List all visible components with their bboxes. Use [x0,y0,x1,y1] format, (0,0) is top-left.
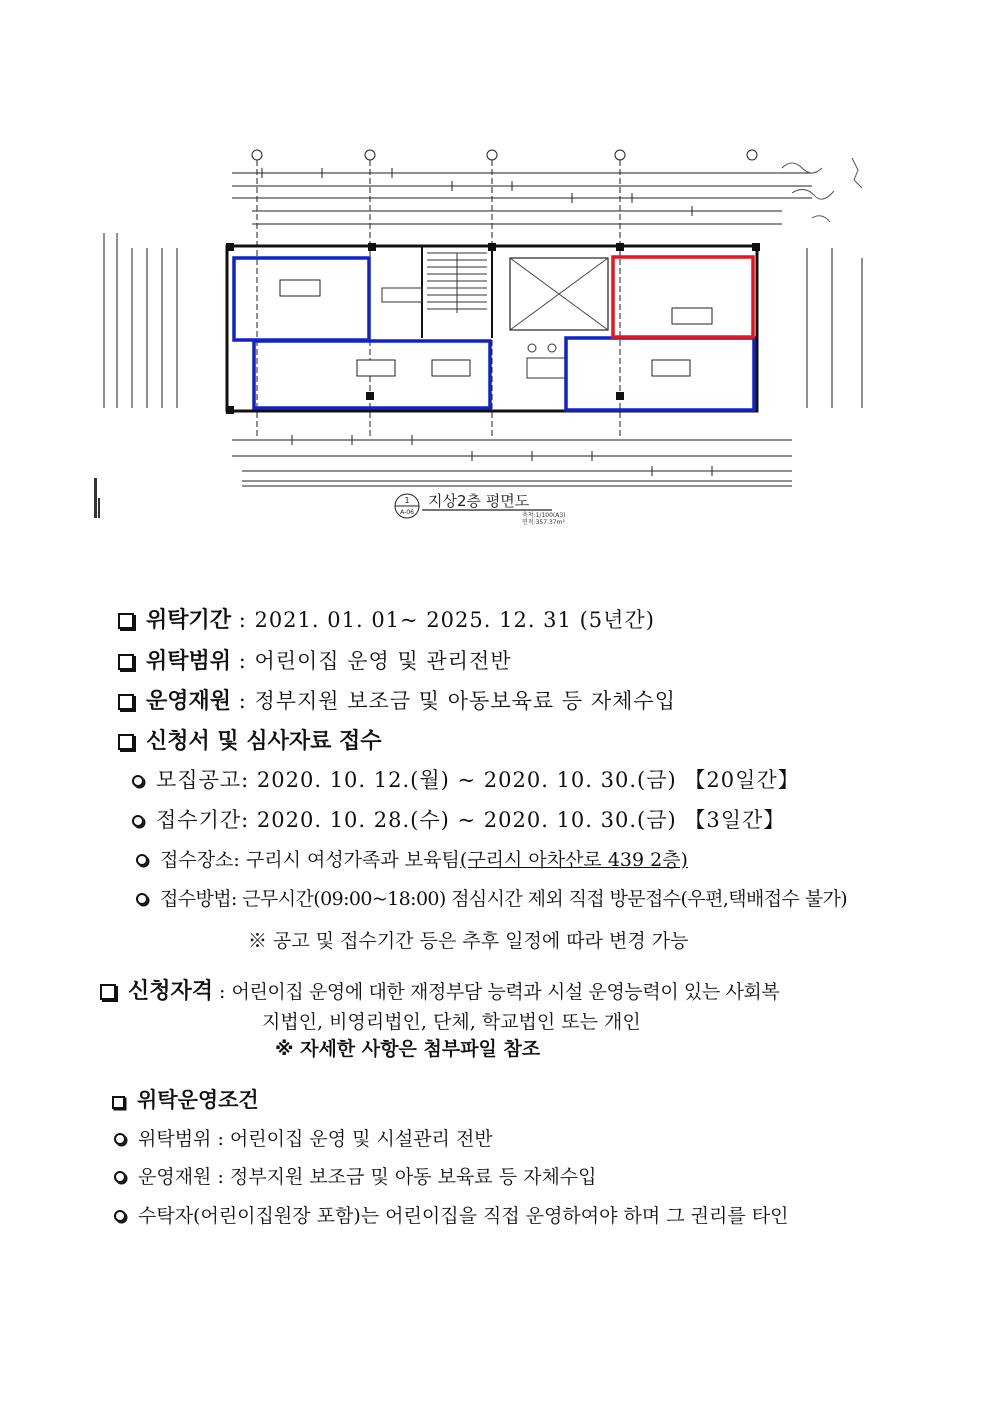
item-period: 위탁기간 : 2021. 01. 01~ 2025. 12. 31 (5년간) [118,603,655,634]
item-funding: 운영재원 : 정부지원 보조금 및 아동보육료 등 자체수입 [118,684,676,715]
item-text: 2021. 01. 01~ 2025. 12. 31 (5년간) [254,608,655,632]
item-text: 정부지원 보조금 및 아동보육료 등 자체수입 [254,689,676,713]
item-label: 위탁범위 [146,649,232,674]
subitem-announcement: 모집공고: 2020. 10. 12.(월) ~ 2020. 10. 30.(금) 【20일간】 [132,764,800,794]
scale-note-2: 면적:357.37m² [522,519,565,526]
checkbox-square-icon [118,734,134,750]
item-scope: 위탁범위 : 어린이집 운영 및 관리전반 [118,644,512,675]
checkbox-square-icon [100,984,116,1000]
checkbox-square-icon [112,1096,125,1109]
qualification-line-1: 신청자격 : 어린이집 운영에 대한 재정부담 능력과 시설 운영능력이 있는 사회복 [100,974,779,1005]
item-text: 어린이집 운영 및 관리전반 [254,649,512,673]
subitem-reception-method: 접수방법: 근무시간(09:00~18:00) 점심시간 제외 직접 방문접수(우편,택배접수 불가) [136,884,847,911]
checkbox-square-icon [118,694,134,710]
circle-bullet-icon [132,775,144,787]
item-label: 운영재원 [146,689,232,714]
circle-bullet-icon [114,1210,126,1222]
condition-item: 운영재원 : 정부지원 보조금 및 아동 보육료 등 자체수입 [114,1162,597,1189]
circle-bullet-icon [136,893,148,905]
circle-bullet-icon [114,1171,126,1183]
caption-circle-bottom: A-06 [400,509,414,516]
circle-bullet-icon [114,1133,126,1145]
subitem-reception-place: 접수장소: 구리시 여성가족과 보육팀(구리시 아차산로 439 2층) [136,845,688,872]
circle-bullet-icon [136,854,148,866]
qualification-label: 신청자격 [128,979,214,1004]
floor-plan-caption: 지상2층 평면도 [428,492,530,510]
scale-note-1: 축척:1/100(A3) [522,512,566,519]
item-label: 신청서 및 심사자료 접수 [146,729,382,754]
circle-bullet-icon [132,815,144,827]
schedule-note: ※ 공고 및 접수기간 등은 추후 일정에 따라 변경 가능 [248,930,689,952]
item-label: 위탁기간 [146,608,232,633]
caption-circle-top: 1 [404,496,410,505]
conditions-title: 위탁운영조건 [112,1084,259,1114]
qualification-line-2: 지법인, 비영리법인, 단체, 학교법인 또는 개인 [262,1011,641,1033]
condition-item: 위탁범위 : 어린이집 운영 및 시설관리 전반 [114,1124,493,1151]
condition-item: 수탁자(어린이집원장 포함)는 어린이집을 직접 운영하여야 하며 그 권리를 타인 [114,1201,788,1228]
item-application [118,724,382,755]
checkbox-square-icon [118,654,134,670]
address-underlined: (구리시 아차산로 439 2층) [459,849,688,871]
floor-plan-drawing [92,138,904,530]
subitem-reception-period: 접수기간: 2020. 10. 28.(수) ~ 2020. 10. 30.(금) 【3일간】 [132,804,785,834]
attachment-note: ※ 자세한 사항은 첨부파일 참조 [275,1038,541,1060]
checkbox-square-icon [118,613,134,629]
